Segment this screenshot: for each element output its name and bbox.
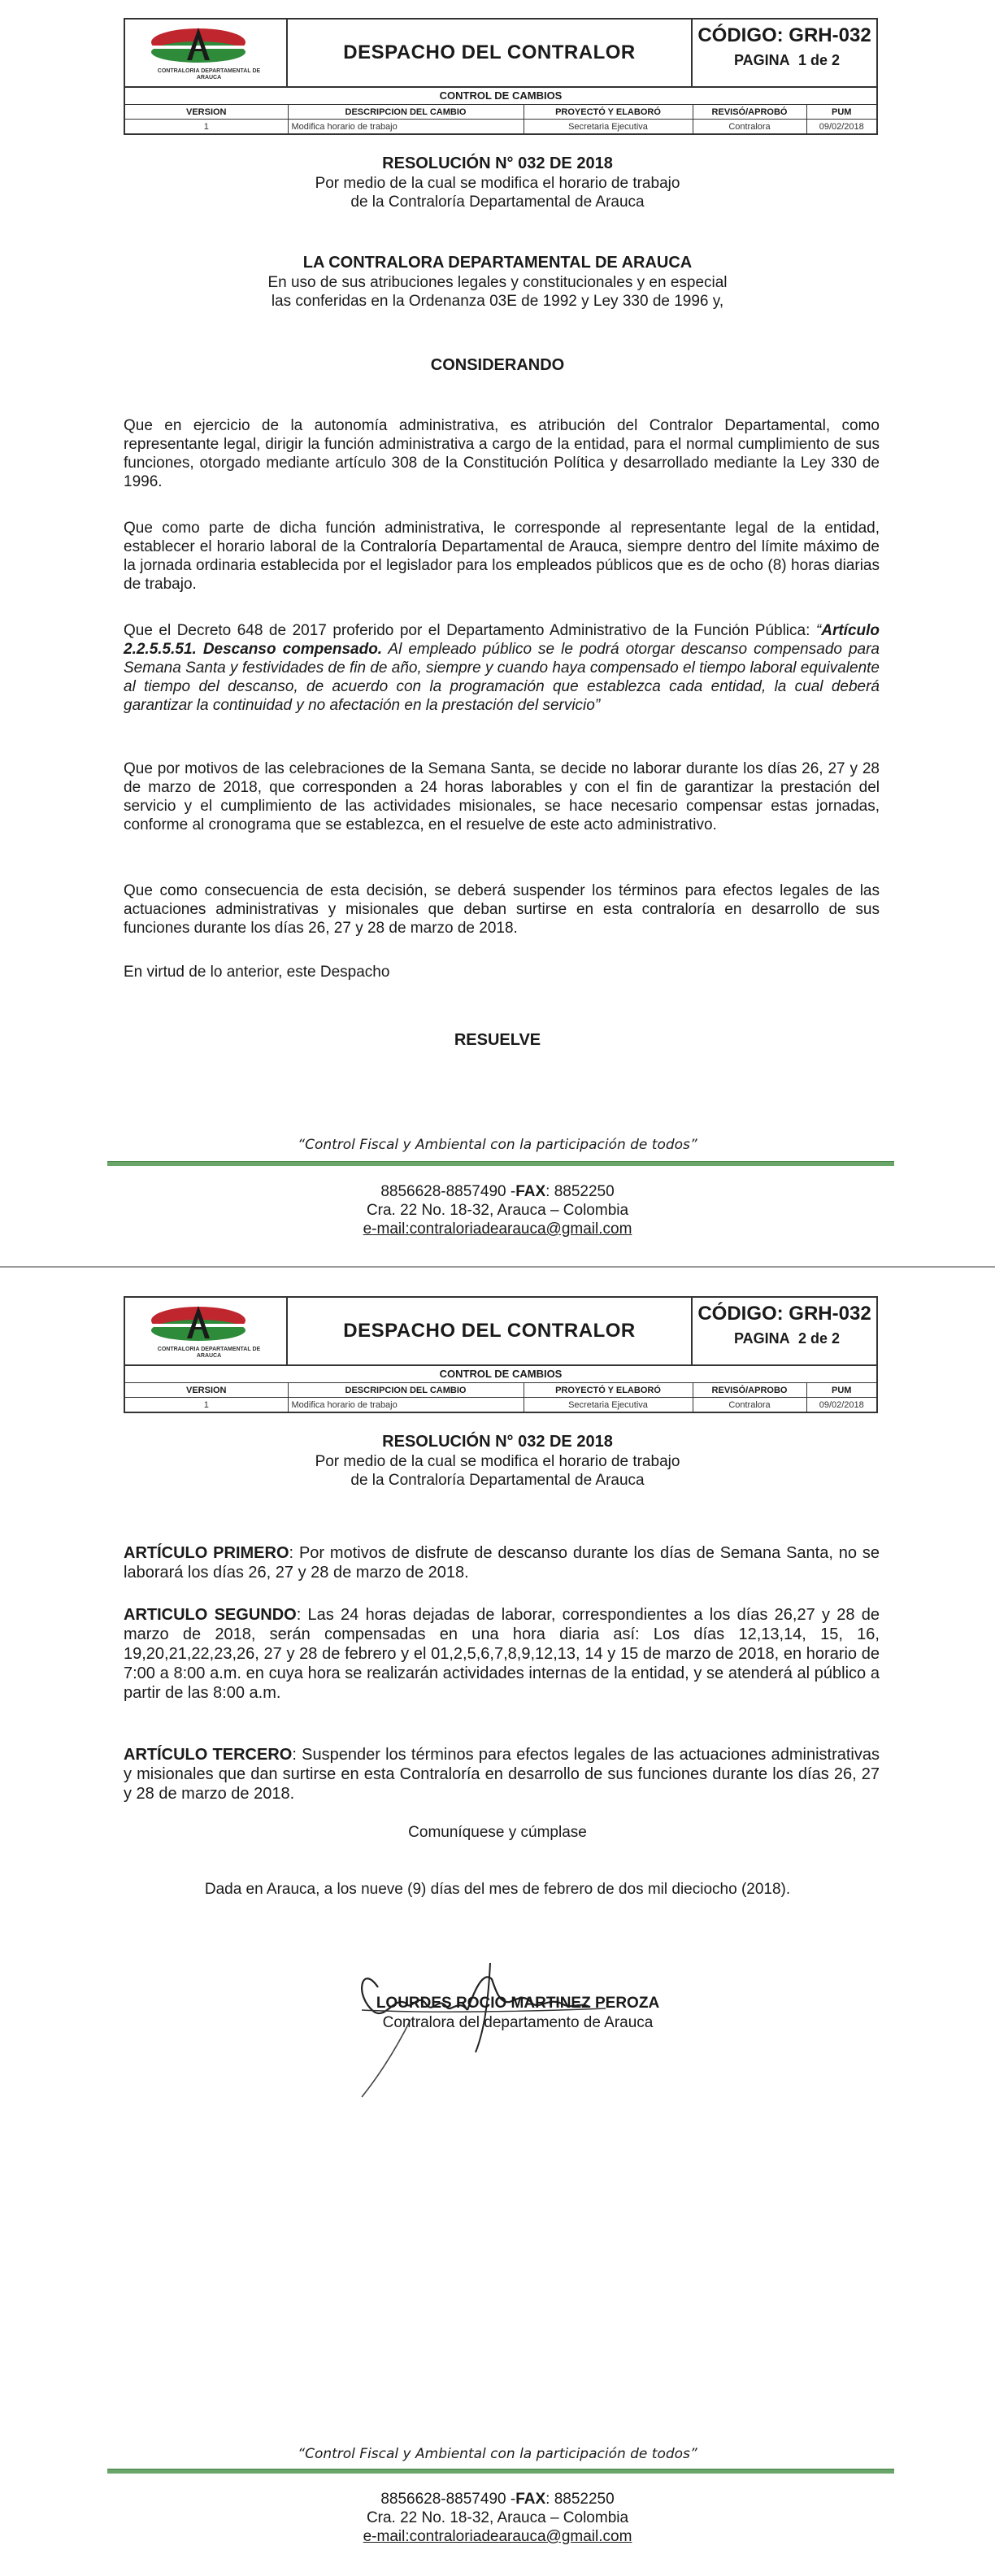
- column-header: REVISÓ/APROBÓ: [693, 105, 806, 120]
- signer-title: Contralora del departamento de Arauca: [382, 2014, 654, 2031]
- document-code: CÓDIGO: GRH-032: [697, 1303, 871, 1325]
- fax-label: FAX: [515, 2491, 546, 2508]
- para3-quote: Al empleado público se le podrá otorgar descanso compensado para Semana Santa y festividades de fin de año, siempre y cuando haya compensado el tiempo laboral equivalente al tiempo del descanso, de acuerdo con la programación que establezca cada entidad, la cual deberá garantizar la continuidad y no afectación en la prestación del servicio”: [124, 641, 880, 714]
- table-header-row: [125, 105, 876, 120]
- article-3-text: : Suspender los términos para efectos legales de las actuaciones administrativas y misionales que dan surtirse en esta Contraloría en desarrollo de sus funciones durante los días 26, 27 y 28 de marzo de 2018.: [124, 1746, 880, 1803]
- document-header: [124, 1296, 878, 1366]
- footer-address: Cra. 22 No. 18-32, Arauca – Colombia: [366, 1202, 629, 1219]
- footer-email-row: [0, 1220, 995, 1238]
- communicate-line: Comuníquese y cúmplase: [408, 1824, 587, 1841]
- article-1-label: ARTÍCULO PRIMERO: [124, 1544, 289, 1562]
- column-header: PROYECTÓ Y ELABORÓ: [524, 105, 693, 120]
- contraloria-logo-icon: [133, 24, 280, 70]
- table-cell: 1: [125, 120, 288, 134]
- article-2-label: ARTICULO SEGUNDO: [124, 1606, 297, 1624]
- footer-email[interactable]: e-mail:contraloriadearauca@gmail.com: [363, 2528, 632, 2545]
- table-row: [125, 1398, 876, 1412]
- column-header: DESCRIPCION DEL CAMBIO: [288, 105, 524, 120]
- table-cell: 09/02/2018: [819, 1399, 864, 1410]
- logo-text: CONTRALORIA DEPARTAMENTAL DE ARAUCA: [157, 68, 261, 80]
- resolution-subtitle-2: de la Contraloría Departamental de Arauca: [350, 1472, 645, 1489]
- page-1: [0, 0, 995, 1262]
- header-title: DESPACHO DEL CONTRALOR: [288, 1298, 693, 1364]
- given-line: Dada en Arauca, a los nueve (9) días del mes de febrero de dos mil dieciocho (2018).: [204, 1881, 791, 1898]
- page-label: PAGINA: [733, 52, 789, 68]
- article-2-text: : Las 24 horas dejadas de laborar, correspondientes a los días 26,27 y 28 de marzo de 2018, serán compensadas en una hora diaria así: Los días 12,13,14, 15, 16, 19,20,21,22,23,26, 27 y 28 de febrero y el 01,2,5,6,7,8,9,12,13, 14 y 15 de marzo de 2018, en horario de 7:00 a 8:00 a.m. en cuya hora se realizarán actividades internas de la entidad, y se atenderá al público a partir de las 8:00 a.m.: [124, 1606, 880, 1702]
- change-control-table: [124, 88, 878, 135]
- article-3-label: ARTÍCULO TERCERO: [124, 1746, 293, 1764]
- resolution-title: RESOLUCIÓN N° 032 DE 2018: [382, 154, 613, 172]
- considering-heading: CONSIDERANDO: [430, 356, 565, 374]
- table-row: [125, 120, 876, 134]
- resolution-subtitle-1: Por medio de la cual se modifica el horario de trabajo: [315, 175, 680, 192]
- change-control-title: CONTROL DE CAMBIOS: [125, 88, 876, 105]
- column-header: PUM: [806, 1383, 876, 1398]
- fax-label: FAX: [515, 1183, 546, 1200]
- footer-divider: [107, 1161, 894, 1166]
- logo-cell: [125, 20, 288, 86]
- article-1-text: : Por motivos de disfrute de descanso durante los días de Semana Santa, no se laborará los días 26, 27 y 28 de marzo de 2018.: [124, 1544, 880, 1582]
- footer-contact-phone: [0, 2490, 995, 2509]
- document-header: [124, 18, 878, 88]
- footer-contact-phone: [0, 1182, 995, 1201]
- column-header: PUM: [806, 105, 876, 120]
- footer-address: Cra. 22 No. 18-32, Arauca – Colombia: [366, 2509, 629, 2526]
- resolution-title: RESOLUCIÓN N° 032 DE 2018: [382, 1433, 613, 1451]
- logo-text: CONTRALORIA DEPARTAMENTAL DE ARAUCA: [157, 1347, 261, 1359]
- table-cell: Secretaria Ejecutiva: [524, 120, 693, 134]
- para3-intro: Que el Decreto 648 de 2017 proferido por el Departamento Administrativo de la Función Pública:: [124, 622, 810, 639]
- considering-paragraph-2: Que como parte de dicha función administrativa, le corresponde al representante legal de la entidad, establecer el horario laboral de la Contraloría Departamental de Arauca, siempre dentro del límite máximo de la jornada ordinaria establecida por el legislador para los empleados públicos que es de ocho (8) horas diarias de trabajo.: [124, 520, 880, 593]
- authority-line-2: las conferidas en la Ordenanza 03E de 1992 y Ley 330 de 1996 y,: [271, 293, 724, 310]
- page-indicator: [693, 1330, 876, 1347]
- change-control-title: CONTROL DE CAMBIOS: [125, 1366, 876, 1383]
- column-header: REVISÓ/APROBO: [693, 1383, 806, 1398]
- resolution-subtitle-2: de la Contraloría Departamental de Arauca: [350, 194, 645, 211]
- footer-email[interactable]: e-mail:contraloriadearauca@gmail.com: [363, 1221, 632, 1238]
- fax-number: : 8852250: [545, 2491, 615, 2508]
- footer-motto: “Control Fiscal y Ambiental con la participación de todos”: [298, 1137, 697, 1153]
- considering-paragraph-3: [124, 621, 880, 715]
- footer-divider: [107, 2469, 894, 2474]
- page-number: 2 de 2: [798, 1330, 841, 1347]
- column-header: DESCRIPCION DEL CAMBIO: [288, 1383, 524, 1398]
- page-number: 1 de 2: [798, 52, 841, 68]
- phone-numbers: 8856628-8857490 -: [380, 2491, 516, 2508]
- document-code: CÓDIGO: GRH-032: [697, 24, 871, 46]
- para3-article: Artículo 2.2.5.5.51. Descanso compensado.: [124, 622, 880, 658]
- footer-email-row: [0, 2527, 995, 2546]
- column-header: VERSION: [125, 1383, 288, 1398]
- para3-quote-open: “: [815, 622, 822, 639]
- signer-name: LOURDES ROCIO MARTINEZ PEROZA: [376, 1995, 660, 2012]
- contraloria-logo-icon: [133, 1303, 280, 1348]
- resolution-subtitle-1: Por medio de la cual se modifica el horario de trabajo: [315, 1453, 680, 1470]
- table-cell: Modifica horario de trabajo: [288, 1398, 524, 1412]
- phone-numbers: 8856628-8857490 -: [380, 1183, 516, 1200]
- article-3: [124, 1745, 880, 1804]
- table-cell: Modifica horario de trabajo: [288, 120, 524, 134]
- considering-paragraph-1: Que en ejercicio de la autonomía administrativa, es atribución del Contralor Departamental, como representante legal, dirigir la función administrativa a cargo de la entidad, para el normal cumplimiento de sus funciones, otorgado mediante artículo 308 de la Constitución Política y desarrollado mediante la Ley 330 de 1996.: [124, 417, 880, 490]
- change-control-table: [124, 1366, 878, 1413]
- page-2: [0, 1278, 995, 2576]
- header-code-cell: [693, 20, 876, 86]
- table-cell: Contralora: [693, 1398, 806, 1412]
- column-header: PROYECTÓ Y ELABORÓ: [524, 1383, 693, 1398]
- header-title: DESPACHO DEL CONTRALOR: [288, 20, 693, 86]
- article-2: [124, 1605, 880, 1703]
- header-code-cell: [693, 1298, 876, 1364]
- column-header: VERSION: [125, 105, 288, 120]
- page-separator: [0, 1266, 995, 1268]
- authority-heading: LA CONTRALORA DEPARTAMENTAL DE ARAUCA: [302, 254, 693, 272]
- resolves-heading: RESUELVE: [454, 1031, 541, 1049]
- considering-paragraph-6: En virtud de lo anterior, este Despacho: [124, 964, 390, 981]
- table-header-row: [125, 1383, 876, 1398]
- article-1: [124, 1543, 880, 1582]
- page-label: PAGINA: [733, 1330, 789, 1347]
- considering-paragraph-4: Que por motivos de las celebraciones de la Semana Santa, se decide no laborar durante los días 26, 27 y 28 de marzo de 2018, que corresponden a 24 horas laborables y con el fin de garantizar la prestación del servicio y el cumplimiento de las actividades misionales, se hace necesario compensar estas jornadas, conforme al cronograma que se establezca, en el resuelve de este acto administrativo.: [124, 760, 880, 833]
- table-cell: 09/02/2018: [819, 121, 864, 132]
- footer-motto: “Control Fiscal y Ambiental con la participación de todos”: [298, 2446, 697, 2462]
- authority-line-1: En uso de sus atribuciones legales y constitucionales y en especial: [267, 274, 728, 291]
- logo-cell: [125, 1298, 288, 1364]
- table-cell: Contralora: [693, 120, 806, 134]
- fax-number: : 8852250: [545, 1183, 615, 1200]
- table-cell: Secretaria Ejecutiva: [524, 1398, 693, 1412]
- table-cell: 1: [125, 1398, 288, 1412]
- page-indicator: [693, 52, 876, 69]
- considering-paragraph-5: Que como consecuencia de esta decisión, se deberá suspender los términos para efectos legales de las actuaciones administrativas y misionales que deban surtirse en esta contraloría en desarrollo de sus funciones durante los días 26, 27 y 28 de marzo de 2018.: [124, 882, 880, 937]
